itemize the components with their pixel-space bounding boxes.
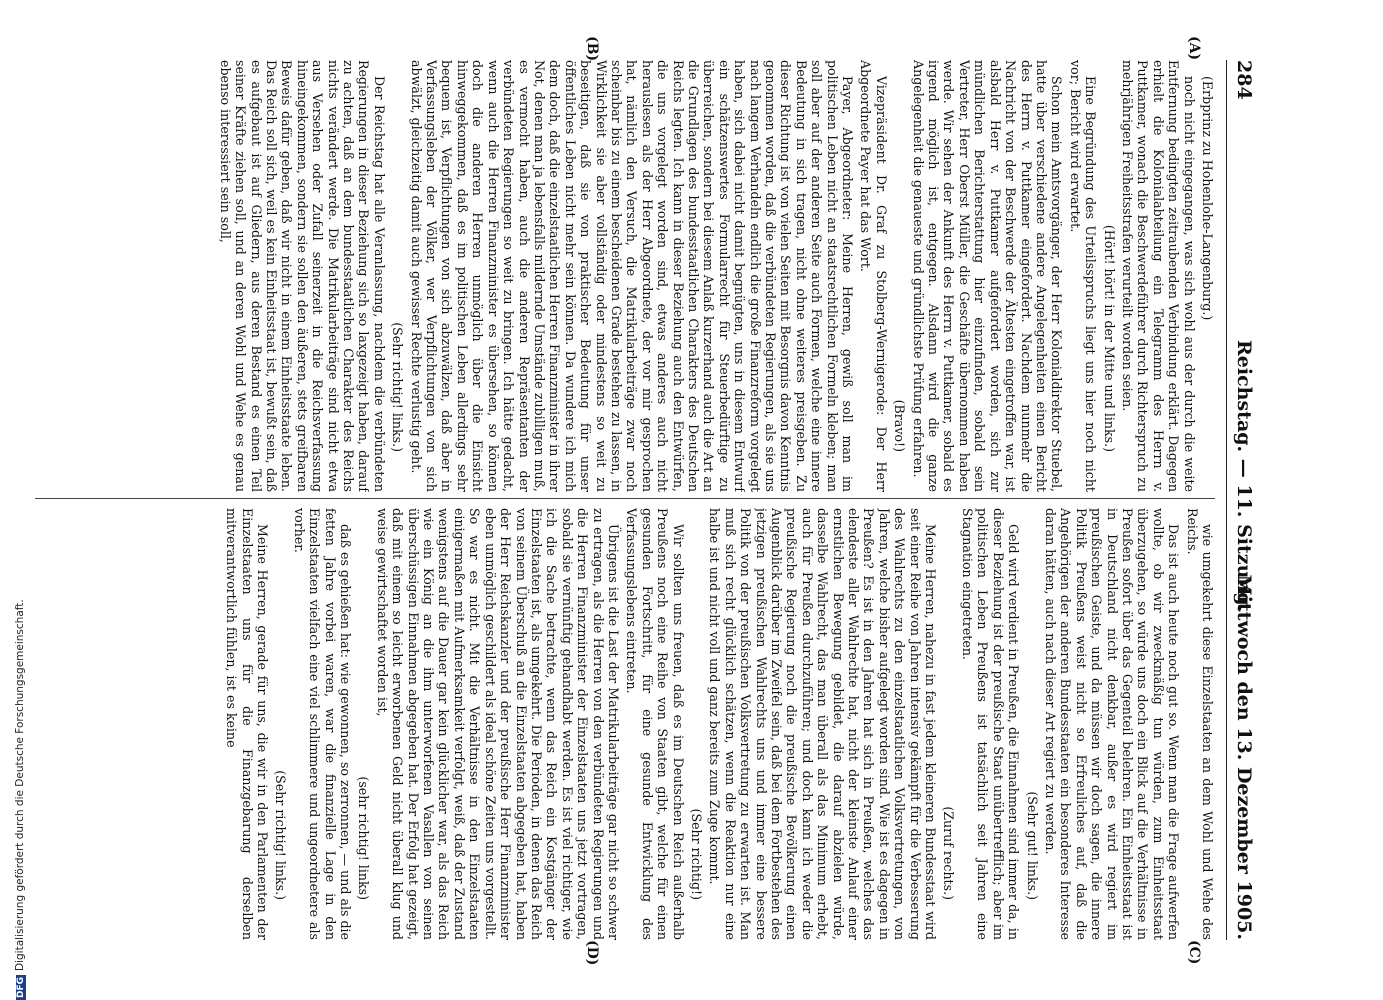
column-divider bbox=[35, 498, 1215, 499]
dfg-logo: DFG bbox=[16, 976, 26, 998]
interjection: (Hört! hört! in der Mitte und links.) bbox=[1101, 224, 1117, 452]
paragraph: Eine Begründung des Urteilsspruchs liegt uns hier noch nicht vor; Bericht wird erwartet. bbox=[1067, 60, 1099, 492]
right-text-column bbox=[35, 508, 1215, 940]
margin-marker-b: (B) bbox=[584, 36, 600, 62]
interjection: (Sehr richtig! links.) bbox=[390, 322, 406, 452]
session-title: Reichstag. — 11. Sitzung. bbox=[1233, 340, 1255, 613]
left-text-column bbox=[35, 60, 1215, 492]
paragraph: Geld wird verdient in Preußen, die Einnahmen sind immer da, in dieser Beziehung ist der preußische Staat unübertrefflich; aber im politischen Leben Preußens ist tatsächlich seit Jahren eine Stagnation eingetreten. bbox=[959, 508, 1022, 940]
margin-marker-c: (C) bbox=[1186, 940, 1202, 965]
paragraph: noch nicht eingegangen, was sich wohl aus der durch die weite Entfernung bedingten zeitraubenden Verbindung erklärt. Dagegen erhielt die Kolonialabteilung ein Telegramm des Herrn v. Puttkamer, wonach die Beschwerdeführer durch Richterspruch zu mehrjährigen Freiheitsstrafen verurteilt worden seien. bbox=[1119, 60, 1197, 492]
paragraph: Vizepräsident Dr. Graf zu Stolberg-Wernigerode: Der Herr Abgeordnete Payer hat das Wort. bbox=[858, 60, 889, 492]
margin-marker-d: (D) bbox=[584, 940, 600, 966]
session-date: Mittwoch den 13. Dezember 1905. bbox=[1233, 574, 1255, 940]
page-header bbox=[1226, 60, 1255, 940]
interjection: (Sehr richtig! links.) bbox=[273, 770, 289, 900]
interjection: (sehr richtig! links) bbox=[356, 776, 372, 900]
paragraph: wie umgekehrt diese Einzelstaaten an dem Wohl und Wehe des Reichs. bbox=[1184, 508, 1215, 940]
paragraph: Der Reichstag hat alle Veranlassung, nachdem die verbündeten Regierungen in dieser Beziehung sich so laxgezeigt haben, darauf zu achten, daß an dem bundesstaatlichen Charakter des Reichs nichts verändert werde. Die Matrikularbeiträge sind nicht etwa aus Versehen oder Zufall seinerzeit in die Reichsverfassung hineingekommen, sondern sie sollen den äußeren, stets greifbaren Beweis dafür geben, daß wir nicht in einem Einheitsstaate leben. Das Reich soll sich, weil es kein Einheitsstaat ist, bewußt sein, daß es aufgebaut ist auf Gliedern, aus deren Bestand es einen Teil seiner Kräfte ziehen soll, und an deren Wohl und Wehe es genau ebenso interessiert sein soll, bbox=[217, 60, 387, 492]
footer-credit-text: Digitalisierung gefördert durch die Deutsche Forschungsgemeinschaft. bbox=[14, 599, 26, 971]
footer-strip bbox=[0, 599, 26, 1000]
paragraph: Übrigens ist die Last der Matrikularbeiträge gar nicht so schwer zu ertragen, als die Herren von den verbündeten Regierungen und die Herren Finanzminister der Einzelstaaten uns jetzt vortragen, sobald sie vernünftig gehandhabt werden. Es ist viel richtiger, wie ich die Sache betrachte, wenn das Reich ein Kostgänger der Einzelstaaten ist, als umgekehrt. Die Perioden, in denen das Reich von seinem Überschuß an die Einzelstaaten abgegeben hat, haben der Herr Reichskanzler und der preußische Herr Finanzminister eben unmöglich geschildert als ideal schöne Zeiten uns vorgestellt. So war es nicht. Mit die Verhältnisse in den Einzelstaaten einigermaßen mit Aufmerksamkeit verfolgt, weiß, daß der Zustand wenigstens auf die Dauer gar kein glücklicher war, als das Reich wie ein König an die ihm unterworfenen Vasallen von seinen überschüssigen Einnahmen abgegeben hat. Der Erfolg hat gezeigt, daß mit einem so leicht erworbenen Geld nicht überall klug und weise gewirtschaftet worden ist, bbox=[374, 508, 621, 940]
interjection: (Sehr richtig!) bbox=[689, 808, 704, 900]
paragraph: Schon mein Amtsvorgänger, der Herr Kolonialdirektor Stuebel, hatte über verschiedene andere Angelegenheiten einen Bericht des Herrn v. Puttkamer eingefordert. Nachdem nunmehr die Nachricht von der Beschwerde der Ältesten eingetroffen war, ist alsbald Herr v. Puttkamer aufgefordert worden, sich zur mündlichen Berichterstattung hier einzufinden, sobald sein Vertreter, Herr Oberst Müller, die Geschäfte übernommen haben werde. Wir sehen der Ankunft des Herrn v. Puttkamer, sobald es irgend möglich ist, entgegen. Alsdann wird die ganze Angelegenheit die genaueste und gründlichste Prüfung erfahren. bbox=[910, 60, 1065, 492]
paragraph: Payer, Abgeordneter: Meine Herren, gewiß soll man im politischen Leben nicht an staatsrechtlichen Formeln kleben; man soll aber auf der anderen Seite auch Formen, welche eine innere Bedeutung in sich tragen, nicht ohne weiteres preisgeben. Zu dieser Richtung ist von vielen Seiten mit Besorgnis davon Kenntnis genommen worden, daß die verbündeten Regierungen, als sie uns nach langem Verhandeln endlich die große Finanzreform vorgelegt haben, sich dabei nicht damit begnügten, uns in diesem Entwurf ein schätzenswertes Formularrecht für Steuerbedürftige zu überreichen, sondern bei diesem Anlaß kurzerhand auch die Art an die Grundlagen des bundesstaatlichen Charakters des Deutschen Reichs legten. Ich kann in dieser Beziehung auch den Entwürfen, die uns vorgelegt worden sind, etwas anderes auch nicht herauslesen als der Herr Abgeordnete, der vor mir gesprochen hat, nämlich den Versuch, die Matrikularbeiträge zwar noch scheinbar bis zu einem bescheidenen Grade bestehen zu lassen, in Wirklichkeit sie aber vollständig oder mindestens so weit zu beseitigen, daß sie von praktischer Bedeutung für unser öffentliches Leben nicht mehr sein können. Da wundere ich mich dem doch, daß die einzelstaatlichen Herren Finanzminister in ihrer Not, denen man ja lebensfalls mildernde Umstände zubilligen muß, es vermocht haben, auch die anderen Repräsentanten der verbündeten Regierungen so weit zu bringen. Ich hätte gedacht, wenn auch die Herren Finanzminister es übersehen, so können doch die anderen Herren unmöglich über die Einsicht hinweggekommen, daß es im politischen Leben allerdings sehr bequem ist, Verpflichtungen von sich abzuwälzen, daß aber in Verfassungsleben der Völker, wer Verpflichtungen von sich abwälzt, gleichzeitig damit auch gewisser Rechte verlustig geht. bbox=[408, 60, 856, 492]
interjection: (Sehr gut! links.) bbox=[1024, 791, 1040, 900]
page-number: 284 bbox=[1233, 60, 1255, 100]
paragraph: Das ist auch heute noch gut so. Wenn man die Frage aufwerfen wollte, ob wir zweckmäßig tun würden, zum Einheitsstaat überzugehen, so würde uns doch ein Blick auf die Verhältnisse in Preußen sofort über das Gegenteil belehren. Ein Einheitsstaat ist in Deutschland nicht denkbar, außer es wird regiert im preußischen Geiste, und da müssen wir doch sagen, die innere Politik Preußens weist nicht so Erfreuliches auf, daß die Angehörigen der anderen Bundesstaaten ein besonderes Interesse daran hätten, auch nach dieser Art regiert zu werden. bbox=[1042, 508, 1182, 940]
paragraph: daß es gehießen hat: wie gewonnen, so zerronnen, — und als die fetten Jahre vorbei waren, war die finanzielle Lage in den Einzelstaaten vielfach eine viel schlimmere und ungeordnetere als vorher. bbox=[291, 508, 354, 940]
footer-credit bbox=[14, 599, 26, 1000]
paragraph: (Erbprinz zu Hohenlohe-Langenburg.) bbox=[1200, 76, 1215, 321]
interjection: (Zuruf rechts.) bbox=[941, 806, 957, 900]
paragraph: Meine Herren, nahezu in fast jedem kleineren Bundesstaat wird seit einer Reihe von Jahren intensiv gekämpft für die Verbesserung des Wahlrechts zu den einzelstaatlichen Volksvertretungen, von Jahren, welche bisher aufgelegt worden sind. Wie ist es dagegen in Preußen? Es ist in den Jahren hat sich in Preußen, welches das elendeste aller Wahlrechte hat, nicht der kleinste Anlauf einer ernstlichen Bewegung gebildet, die darauf abzielen würde, dasselbe Wahlrecht, das man überall als das Minimum erhebt, auch für Preußen durchzuführen; und doch kann ich weder die preußische Regierung noch die preußische Bevölkerung einen Augenblick darüber im Zweifel sein, daß bei dem Fortbestehen des jetzigen preußischen Wahlrechts uns und immer eine bessere Politik von der preußischen Volksvertretung zu erwarten ist. Man muß sich recht glücklich schätzen, wenn die Reaktion nur eine halbe ist und nicht voll und ganz bereits zum Zuge kommt. bbox=[707, 508, 939, 940]
paragraph: Wir sollten uns freuen, daß es im Deutschen Reich außerhalb Preußens noch eine Reihe von Staaten gibt, welche für einen gesunden Fortschritt, für eine gesunde Entwicklung des Verfassungslebens eintreten. bbox=[624, 508, 686, 940]
paragraph: Meine Herren, gerade für uns, die wir in den Parlamenten der Einzelstaaten uns für die Finanzgebarung derselben mitverantwortlich fühlen, ist es keine bbox=[224, 508, 271, 940]
margin-marker-a: (A) bbox=[1186, 36, 1202, 61]
interjection: (Bravo!) bbox=[892, 399, 908, 452]
